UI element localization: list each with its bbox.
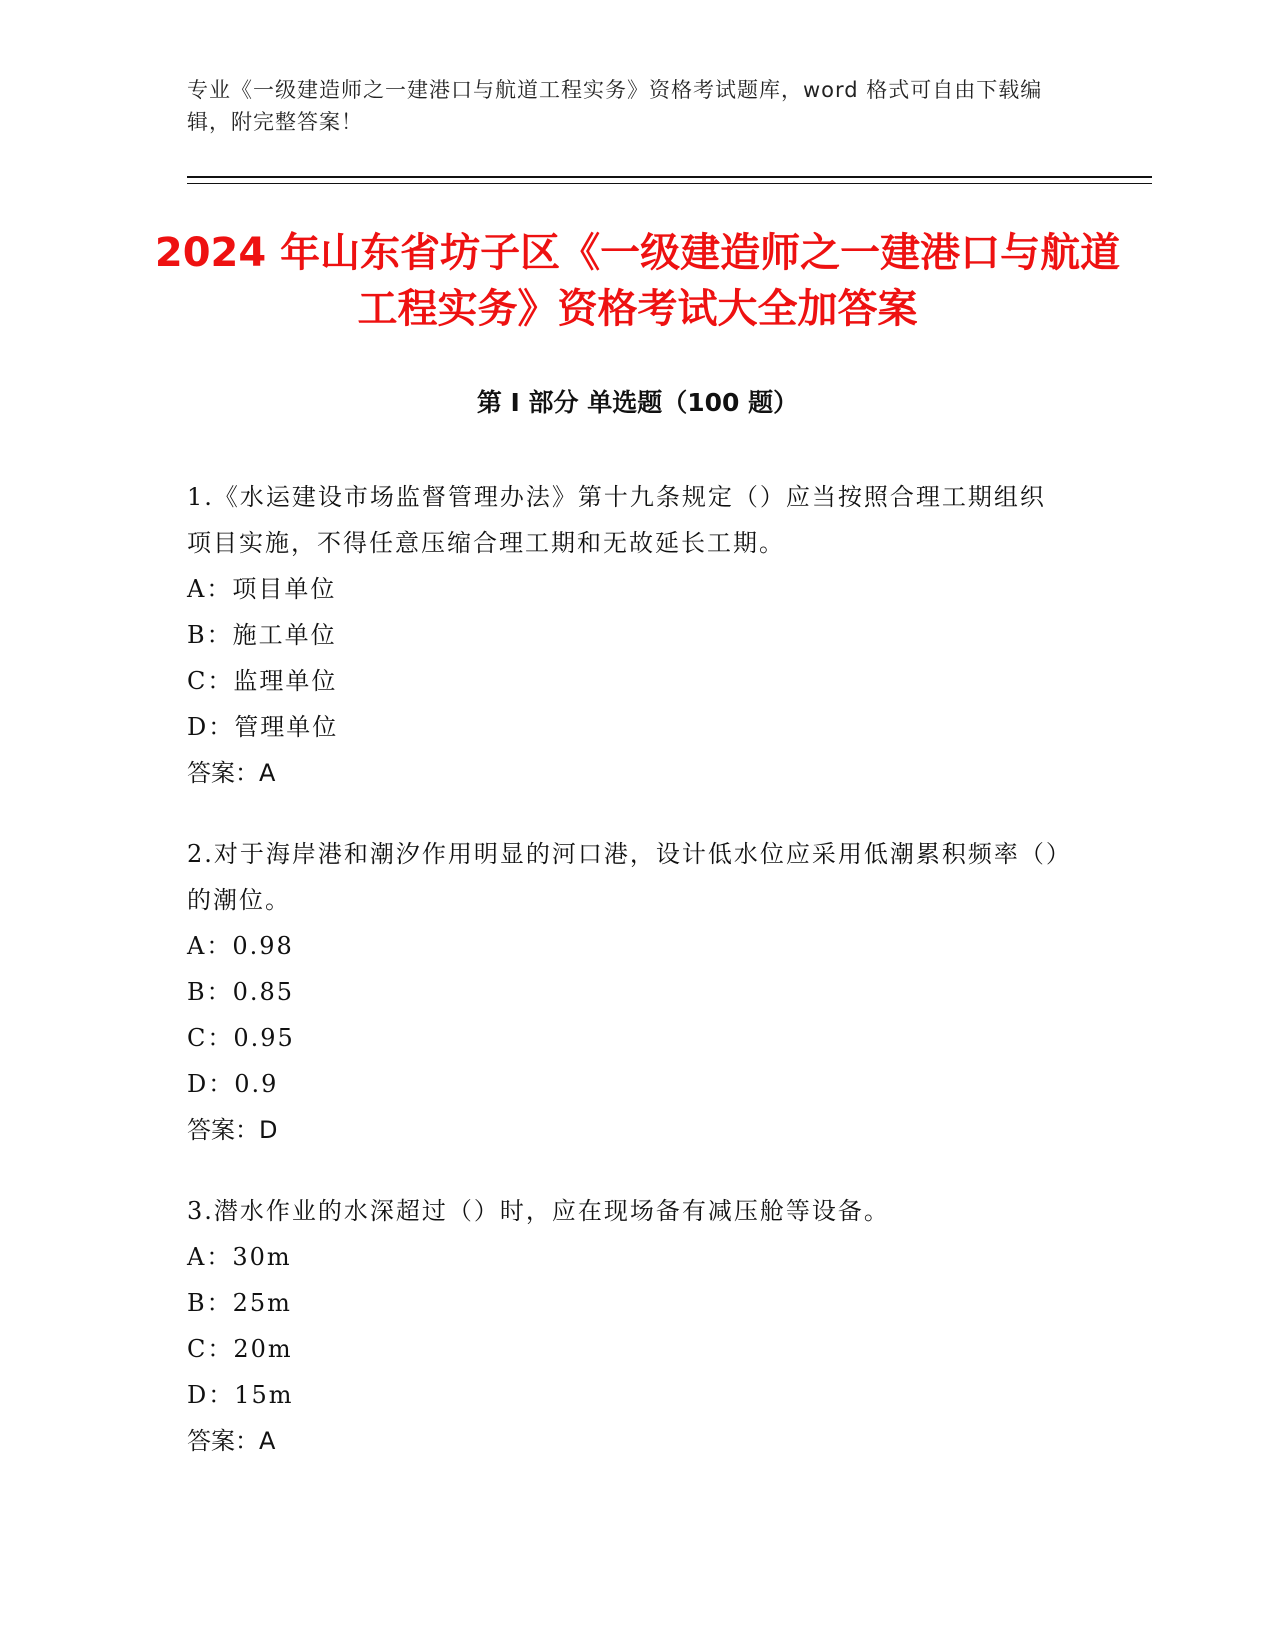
answer-line: 答案：A (187, 1427, 276, 1455)
question-list (187, 474, 1067, 1499)
question-2 (187, 831, 1067, 1153)
answer-line: 答案：A (187, 759, 276, 787)
option-b: B：施工单位 (187, 621, 337, 649)
document-title: 2024 年山东省坊子区《一级建造师之一建港口与航道工程实务》资格考试大全加答案 (154, 230, 1121, 332)
option-c: C：监理单位 (187, 667, 338, 695)
question-stem: 2.对于海岸港和潮汐作用明显的河口港，设计低水位应采用低潮累积频率（）的潮位。 (187, 840, 1060, 914)
question-stem: 3.潜水作业的水深超过（）时，应在现场备有减压舱等设备。 (187, 1197, 890, 1225)
question-stem: 1.《水运建设市场监督管理办法》第十九条规定（）应当按照合理工期组织项目实施，不得任意压缩合理工期和无故延长工期。 (187, 483, 1046, 557)
question-3 (187, 1188, 1067, 1464)
option-d: D：管理单位 (187, 713, 339, 741)
option-d: D：0.9 (187, 1070, 279, 1098)
option-b: B：25m (187, 1289, 292, 1317)
section-heading: 第 I 部分 单选题（100 题） (476, 388, 799, 417)
option-d: D：15m (187, 1381, 294, 1409)
header-divider-thick (187, 176, 1152, 178)
option-a: A：0.98 (187, 932, 294, 960)
answer-line: 答案：D (187, 1116, 278, 1144)
option-c: C：0.95 (187, 1024, 295, 1052)
header-divider-thin (187, 183, 1152, 184)
header-note: 专业《一级建造师之一建港口与航道工程实务》资格考试题库，word 格式可自由下载编辑，附完整答案！ (187, 78, 1043, 134)
option-b: B：0.85 (187, 978, 295, 1006)
option-c: C：20m (187, 1335, 293, 1363)
question-1 (187, 474, 1067, 796)
option-a: A：30m (187, 1243, 292, 1271)
option-a: A：项目单位 (187, 575, 337, 603)
